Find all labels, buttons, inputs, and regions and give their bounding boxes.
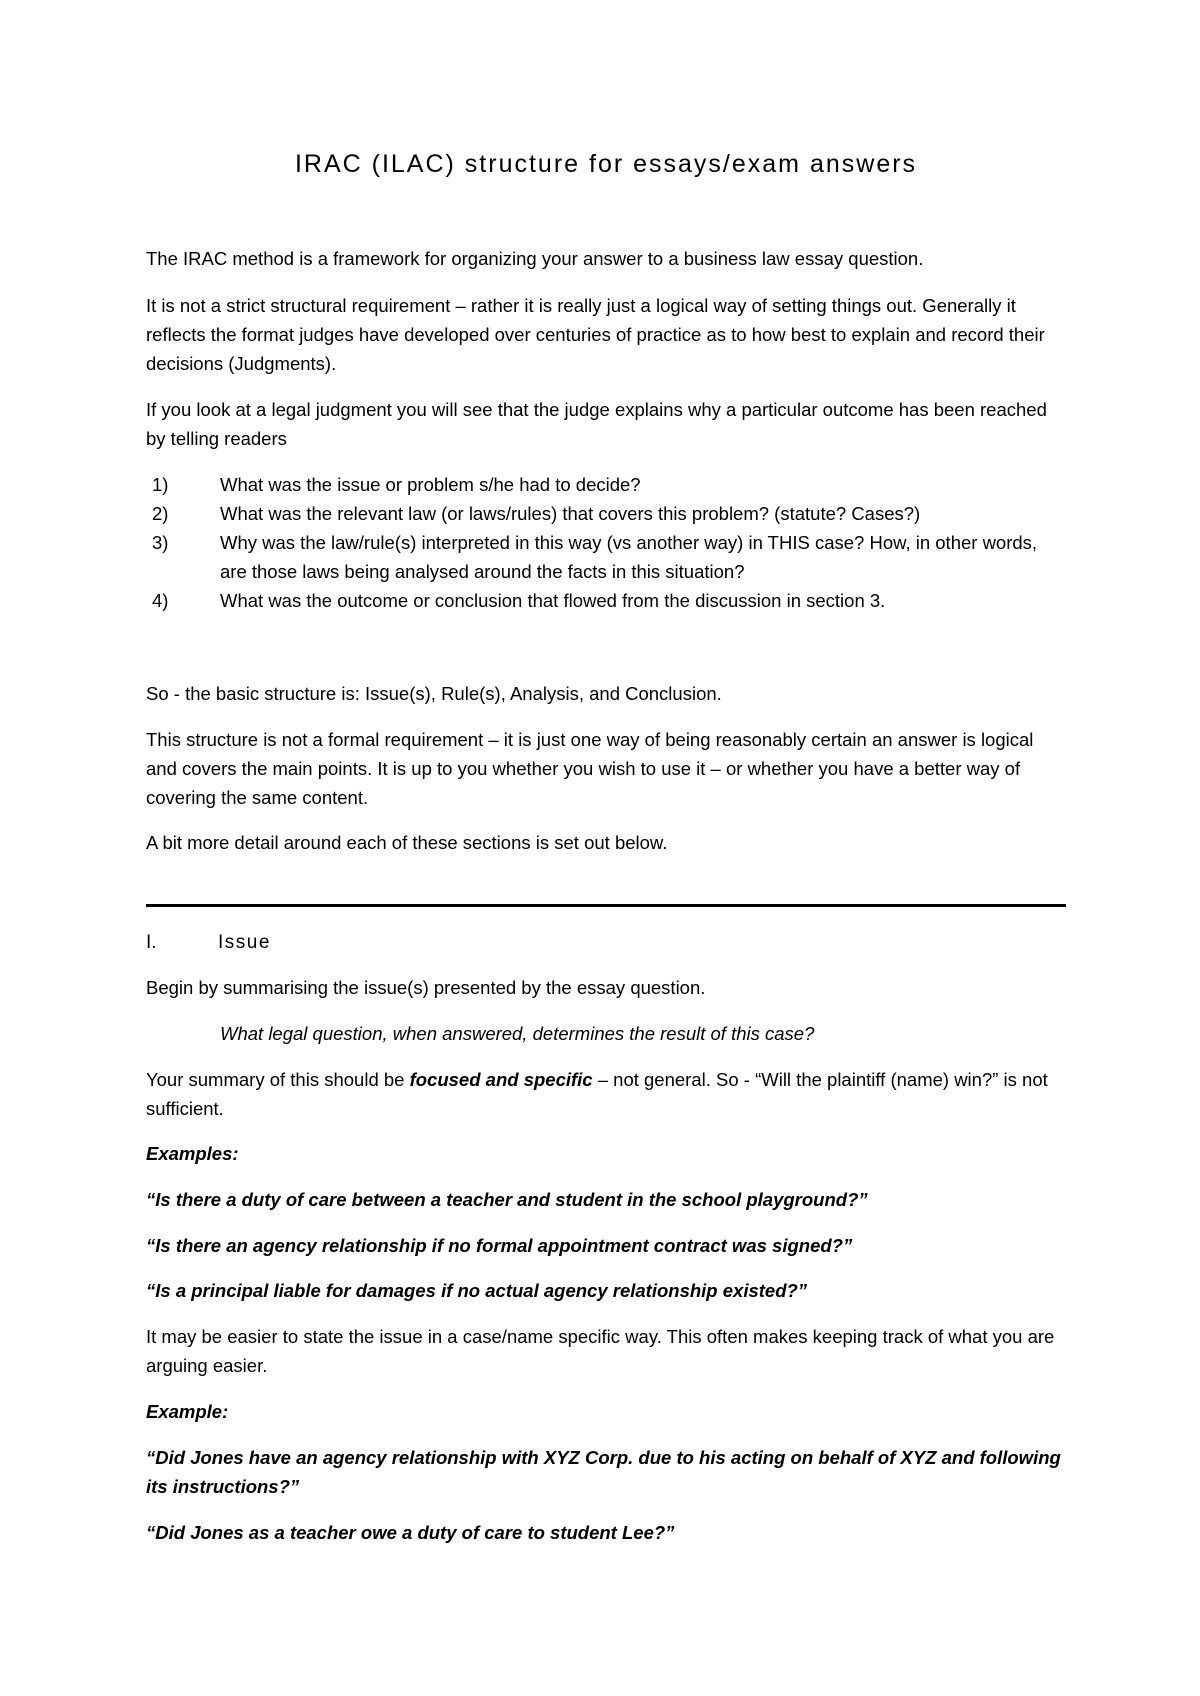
list-item [146, 528, 1066, 586]
example-question: “Is there a duty of care between a teacher and student in the school playground?” [146, 1189, 868, 1210]
issue-intro-paragraph: Begin by summarising the issue(s) presented by the essay question. [146, 977, 706, 998]
list-number: 2) [152, 503, 169, 524]
more-detail-paragraph: A bit more detail around each of these sections is set out below. [146, 832, 668, 853]
judgment-questions-list [146, 470, 1066, 615]
summary-emphasis: focused and specific [409, 1069, 593, 1090]
intro-paragraph: If you look at a legal judgment you will see that the judge explains why a particular outcome has been reached by telling readers [146, 399, 1047, 449]
intro-paragraph: The IRAC method is a framework for organizing your answer to a business law essay question. [146, 248, 924, 269]
summary-text: – not general. So - “Will the plaintiff (name) win?” is not sufficient. [146, 1069, 1048, 1119]
summary-text: Your summary of this should be [146, 1069, 410, 1090]
specific-example-question: “Did Jones as a teacher owe a duty of care to student Lee?” [146, 1522, 675, 1543]
list-number: 1) [152, 474, 169, 495]
document-title: IRAC (ILAC) structure for essays/exam answers [294, 150, 918, 178]
legal-question-paragraph: What legal question, when answered, determines the result of this case? [220, 1023, 815, 1044]
example-label: Example: [146, 1401, 229, 1422]
case-specific-note: It may be easier to state the issue in a case/name specific way. This often makes keeping track of what you are arguing easier. [146, 1326, 1055, 1376]
summary-paragraph [146, 1065, 1066, 1123]
section-heading-issue [146, 928, 1066, 957]
list-item-text: Why was the law/rule(s) interpreted in this way (vs another way) in THIS case? How, in other words, are those laws being analysed around the facts in this situation? [220, 532, 1038, 582]
list-item [146, 499, 1066, 528]
examples-label: Examples: [146, 1143, 239, 1164]
list-number: 4) [152, 590, 169, 611]
example-question: “Is a principal liable for damages if no actual agency relationship existed?” [146, 1280, 808, 1301]
list-number: 3) [152, 532, 169, 553]
example-question: “Is there an agency relationship if no formal appointment contract was signed?” [146, 1235, 853, 1256]
formal-requirement-paragraph: This structure is not a formal requirement – it is just one way of being reasonably certain an answer is logical and covers the main points. It is up to you whether you wish to use it – or whether you have a better way of covering the same content. [146, 729, 1034, 808]
section-number: I. [146, 932, 157, 953]
list-item-text: What was the relevant law (or laws/rules) that covers this problem? (statute? Cases?) [220, 503, 921, 524]
section-title: Issue [218, 932, 271, 953]
section-divider [146, 904, 1066, 907]
basic-structure-paragraph: So - the basic structure is: Issue(s), Rule(s), Analysis, and Conclusion. [146, 683, 722, 704]
list-item [146, 586, 1066, 615]
list-item-text: What was the issue or problem s/he had to decide? [220, 474, 641, 495]
list-item [146, 470, 1066, 499]
specific-example-question: “Did Jones have an agency relationship with XYZ Corp. due to his acting on behalf of XYZ and following its instructions?” [146, 1447, 1061, 1497]
list-item-text: What was the outcome or conclusion that flowed from the discussion in section 3. [220, 590, 886, 611]
intro-paragraph: It is not a strict structural requirement – rather it is really just a logical way of setting things out. Generally it reflects the format judges have developed over centuries of practice as to how best to explain and record their decisions (Judgments). [146, 295, 1045, 374]
